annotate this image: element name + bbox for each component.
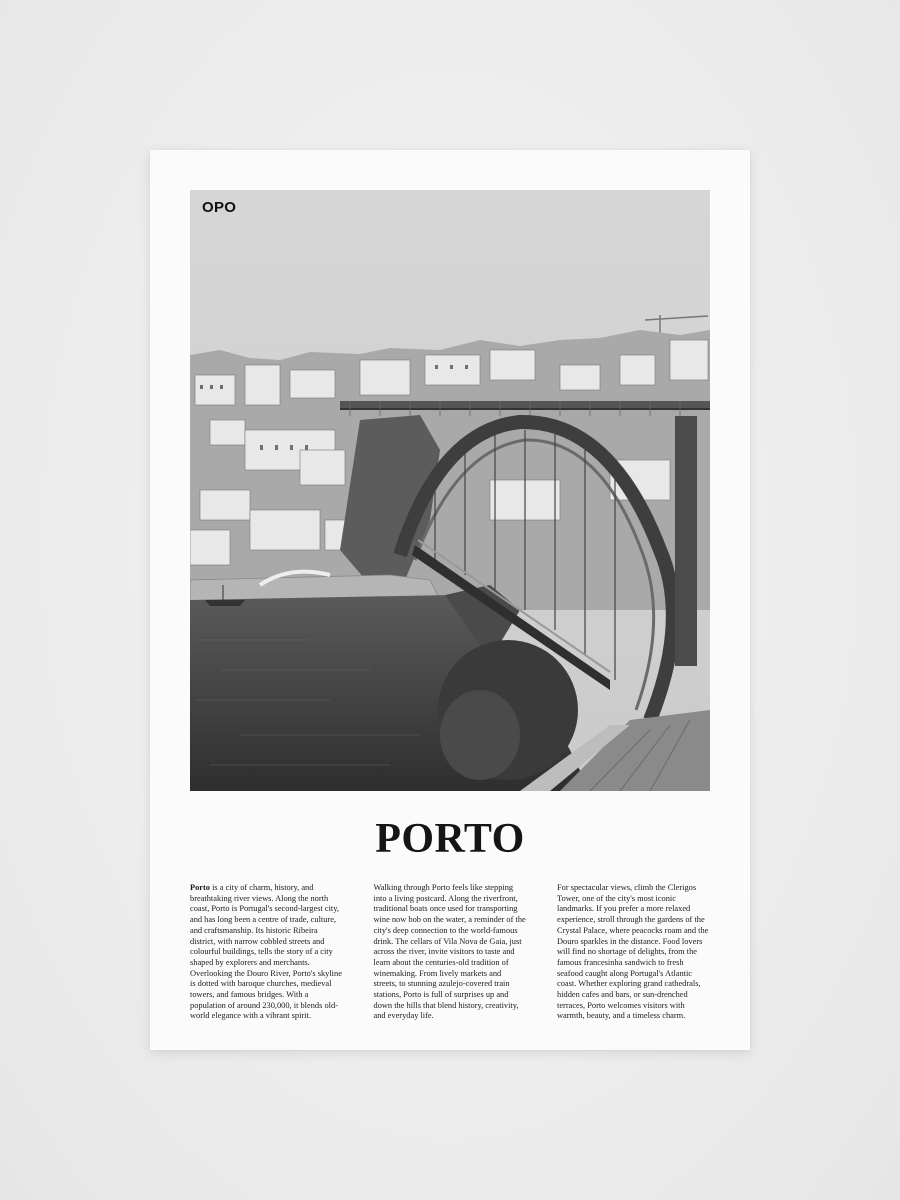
poster-photo (190, 190, 710, 791)
text-column-2 (374, 883, 527, 1022)
column-text: For spectacular views, climb the Clerigos Tower, one of the city's most iconic landmarks. If you prefer a more relaxed experience, stroll through the gardens of the Crystal Palace, where peacocks roam and the Douro sparkles in the distance. Food lovers will find no shortage of delights, from the famous francesinha sandwich to fresh seafood caught along Portugal's Atlantic coast. Whether exploring grand cathedrals, hidden cafes and bars, or sun-drenched terraces, Porto welcomes visitors with warmth, beauty, and a timeless charm. (557, 883, 709, 1021)
column-text: Walking through Porto feels like stepping into a living postcard. Along the riverfront, traditional boats once used for transporting wine now bob on the water, a reminder of the city's deep connection to the world-famous drink. The cellars of Vila Nova de Gaia, just across the river, invite visitors to taste and learn about the centuries-old tradition of winemaking. From lively markets and streets, to stunning azulejo-covered train stations, Porto is full of surprises up and down the hills that blend history, creativity, and everyday life. (373, 883, 526, 1021)
text-column-3 (557, 883, 710, 1022)
text-column-1 (190, 883, 343, 1022)
column-lead: Porto (190, 883, 210, 892)
text-columns (190, 883, 710, 1022)
poster-title: PORTO (375, 816, 525, 862)
airport-code-label: OPO (202, 199, 237, 216)
poster (150, 150, 750, 1050)
column-text: is a city of charm, history, and breathtaking river views. Along the north coast, Porto is Portugal's second-largest city, and has long been a centre of trade, culture, and craftsmanship. Its historic Ribeira district, with narrow cobbled streets and colourful buildings, tells the story of a city shaped by explorers and merchants. Overlooking the Douro River, Porto's skyline is dotted with baroque churches, medieval towers, and famous bridges. With a population of around 230,000, it blends old-world elegance with a vibrant spirit. (190, 883, 342, 1021)
bridge-photo-illustration (190, 190, 710, 791)
